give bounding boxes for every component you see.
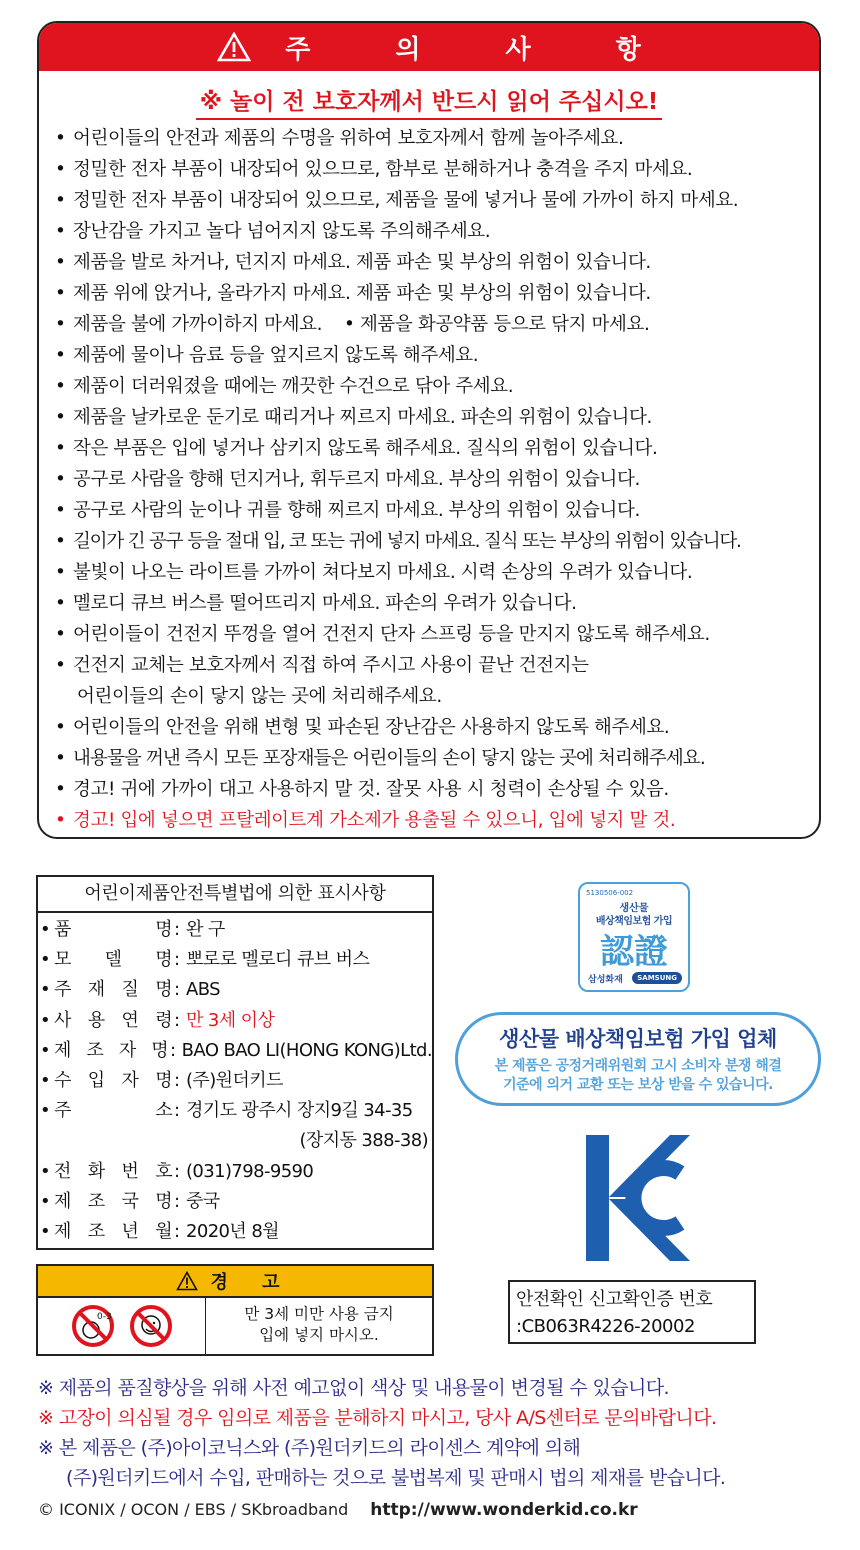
seal-hanja: 認證	[600, 932, 668, 972]
label-key-text	[54, 1187, 174, 1217]
label-key-char: 령	[155, 1009, 172, 1031]
bullet: •	[40, 1009, 51, 1031]
list-item: • 제품을 날카로운 둔기로 때리거나 찌르지 마세요. 파손의 위험이 있습니다.	[55, 402, 819, 433]
label-key	[38, 945, 174, 975]
bullet: •	[40, 1100, 51, 1122]
warning-triangle-icon	[217, 32, 251, 62]
insurance-badge	[455, 1012, 821, 1106]
warning-triangle-icon	[176, 1271, 198, 1291]
footer-copyright-row	[38, 1495, 828, 1525]
label-title: 어린이제품안전특별법에 의한 표시사항	[38, 877, 432, 913]
label-key-char: 월	[155, 1221, 172, 1243]
bullet: •	[40, 1221, 51, 1243]
label-key	[38, 1066, 174, 1096]
list-item: • 내용물을 꺼낸 즉시 모든 포장재들은 어린이들의 손이 닿지 않는 곳에 처리해주세요.	[55, 743, 819, 774]
label-key	[38, 915, 174, 945]
address-continuation: (장지동 388-38)	[299, 1130, 428, 1152]
label-key-text	[54, 945, 174, 975]
label-colon: :	[174, 1221, 180, 1243]
label-key	[38, 1157, 174, 1187]
seal-line-2: 배상책임보험 가입	[595, 916, 673, 927]
insurance-line-1: 본 제품은 공정거래위원회 고시 소비자 분쟁 해결	[494, 1058, 782, 1074]
warning-body	[38, 1298, 432, 1354]
label-key-char: 호	[155, 1160, 172, 1182]
seal-code: 5130506-002	[586, 889, 634, 897]
website-link[interactable]: http://www.wonderkid.co.kr	[370, 1500, 638, 1520]
list-item: • 제품 위에 앉거나, 올라가지 마세요. 제품 파손 및 부상의 위험이 있습니다.	[55, 278, 819, 309]
label-key-text	[54, 1066, 174, 1096]
label-key-char: 자	[118, 1039, 136, 1061]
label-key-char: 조	[86, 1039, 104, 1061]
label-key	[38, 1036, 170, 1066]
label-rows	[38, 913, 432, 1247]
insurance-heading: 생산물 배상책임보험 가입 업체	[499, 1027, 777, 1051]
label-colon: :	[174, 1190, 180, 1212]
caution-header	[39, 23, 819, 71]
label-key-char: 명	[155, 919, 172, 940]
label-key-char: 제	[54, 1039, 71, 1061]
label-key-char: 명	[155, 1190, 172, 1212]
label-key	[38, 1006, 174, 1036]
final-warning-item: • 경고! 입에 넣으면 프탈레이트계 가소제가 용출될 수 있으니, 입에 넣지 말 것.	[55, 805, 819, 836]
seal-brand: SAMSUNG	[632, 972, 682, 984]
warning-header	[38, 1266, 432, 1298]
label-value: 만 3세 이상	[186, 1009, 275, 1031]
caution-subtitle: ※ 놀이 전 보호자께서 반드시 읽어 주십시오!	[196, 89, 663, 120]
label-key-char: 소	[155, 1100, 172, 1122]
caution-subtitle-wrap	[39, 83, 819, 123]
label-colon: :	[170, 1039, 176, 1061]
kc-label: 안전확인 신고확인증 번호	[516, 1289, 713, 1310]
footer	[38, 1373, 828, 1525]
copyright-text: © ICONIX / OCON / EBS / SKbroadband	[38, 1500, 349, 1519]
footer-note-2: ※ 고장이 의심될 경우 임의로 제품을 분해하지 마시고, 당사 A/S센터로 문의바랍니다.	[38, 1407, 717, 1429]
label-key-char: 주	[54, 1100, 71, 1122]
caution-box	[37, 21, 821, 839]
label-value: (031)798-9590	[186, 1160, 314, 1182]
label-row	[38, 915, 432, 945]
caution-title: 주 의 사 항	[285, 34, 679, 65]
label-key-char: 자	[121, 1070, 139, 1092]
label-value: 경기도 광주시 장지9길 34-35	[186, 1100, 413, 1122]
label-colon: :	[174, 979, 180, 1001]
label-key-char: 조	[87, 1221, 105, 1243]
label-key-char: 제	[54, 1221, 71, 1243]
label-key-char: 년	[121, 1221, 139, 1243]
list-item: • 멜로디 큐브 버스를 떨어뜨리지 마세요. 파손의 우려가 있습니다.	[55, 588, 819, 619]
label-row	[38, 1187, 432, 1217]
kc-mark-icon	[584, 1133, 692, 1263]
bullet: •	[40, 1039, 51, 1061]
label-value: ABS	[186, 979, 220, 1001]
label-key-char: 입	[87, 1070, 105, 1092]
bullet: •	[40, 949, 51, 971]
label-key-text	[54, 975, 174, 1005]
label-value: 완 구	[186, 919, 225, 940]
label-key-char: 조	[87, 1190, 105, 1212]
age-restriction-icon	[71, 1304, 115, 1348]
insurance-seal	[578, 882, 690, 992]
label-colon: :	[174, 919, 180, 940]
label-key-char: 수	[54, 1070, 71, 1092]
label-colon: :	[174, 1100, 180, 1122]
label-key-char: 질	[121, 979, 139, 1001]
insurance-line-2: 기준에 의거 교환 또는 보상 받을 수 있습니다.	[503, 1077, 773, 1093]
label-value: BAO BAO LI(HONG KONG)Ltd.	[181, 1039, 432, 1061]
list-item: • 어린이들이 건전지 뚜껑을 열어 건전지 단자 스프링 등을 만지지 않도록 해주세요.	[55, 619, 819, 650]
warning-icons	[38, 1298, 206, 1354]
label-key-char: 품	[54, 919, 71, 940]
label-key	[38, 1187, 174, 1217]
warning-line-1: 만 3세 미만 사용 금지	[244, 1305, 394, 1323]
product-label-table	[36, 875, 434, 1250]
list-item: • 어린이들의 안전을 위해 변형 및 파손된 장난감은 사용하지 않도록 해주세요.	[55, 712, 819, 743]
label-value: 2020년 8월	[186, 1221, 279, 1243]
label-key-char: 재	[87, 979, 105, 1001]
label-row	[38, 1157, 432, 1187]
bullet: •	[40, 1190, 51, 1212]
bullet: •	[40, 979, 51, 1001]
label-row	[38, 975, 432, 1005]
label-key-text	[54, 1036, 170, 1066]
label-key-char: 모	[54, 949, 71, 971]
warning-box	[36, 1264, 434, 1356]
label-key	[38, 1217, 174, 1247]
bullet: •	[40, 1070, 51, 1092]
label-key-char: 델	[104, 949, 122, 971]
label-colon: :	[174, 949, 180, 971]
label-key-text	[54, 1217, 174, 1247]
bullet: •	[40, 919, 51, 940]
label-key-text	[54, 1096, 174, 1126]
label-value: (주)원더키드	[186, 1070, 283, 1092]
list-item: • 어린이들의 안전과 제품의 수명을 위하여 보호자께서 함께 놀아주세요.	[55, 123, 819, 154]
list-item: • 제품에 물이나 음료 등을 엎지르지 않도록 해주세요.	[55, 340, 819, 371]
label-key-char: 번	[121, 1160, 139, 1182]
caution-list	[39, 123, 819, 836]
label-key-char: 국	[121, 1190, 139, 1212]
label-key-char: 용	[87, 1009, 105, 1031]
kc-number: :CB063R4226-20002	[516, 1316, 695, 1337]
label-key-char: 명	[155, 979, 172, 1001]
label-row	[38, 1096, 432, 1126]
label-row	[38, 1066, 432, 1096]
warning-text	[206, 1298, 432, 1354]
list-item: • 공구로 사람의 눈이나 귀를 향해 찌르지 마세요. 부상의 위험이 있습니다.	[55, 495, 819, 526]
list-item: • 길이가 긴 공구 등을 절대 입, 코 또는 귀에 넣지 마세요. 질식 또는 부상의 위험이 있습니다.	[55, 526, 819, 557]
label-key-char: 명	[151, 1039, 169, 1061]
label-key-char: 제	[54, 1190, 71, 1212]
age-icon-label: 0-3	[96, 1312, 112, 1322]
label-key-char: 화	[87, 1160, 105, 1182]
label-row	[38, 1036, 432, 1066]
list-item: • 제품이 더러워졌을 때에는 깨끗한 수건으로 닦아 주세요.	[55, 371, 819, 402]
list-item: • 정밀한 전자 부품이 내장되어 있으므로, 제품을 물에 넣거나 물에 가까이 하지 마세요.	[55, 185, 819, 216]
warning-line-2: 입에 넣지 마시오.	[259, 1326, 379, 1344]
label-colon: :	[174, 1160, 180, 1182]
label-key	[38, 975, 174, 1005]
label-row	[38, 1217, 432, 1247]
label-colon: :	[174, 1070, 180, 1092]
label-key-char: 연	[121, 1009, 139, 1031]
label-key-char: 명	[155, 1070, 172, 1092]
seal-insurer: 삼성화재	[588, 975, 623, 985]
list-item: • 장난감을 가지고 놀다 넘어지지 않도록 주의해주세요.	[55, 216, 819, 247]
battery-list-item	[55, 650, 819, 712]
list-item: • 제품을 발로 차거나, 던지지 마세요. 제품 파손 및 부상의 위험이 있습니다.	[55, 247, 819, 278]
list-item: • 공구로 사람을 향해 던지거나, 휘두르지 마세요. 부상의 위험이 있습니다.	[55, 464, 819, 495]
footer-note-3b: (주)원더키드에서 수입, 판매하는 것으로 불법복제 및 판매시 법의 제재를 받습니다.	[66, 1467, 726, 1489]
kc-certificate-box	[508, 1280, 756, 1344]
label-row-continuation	[38, 1126, 432, 1156]
label-value: 중국	[186, 1190, 220, 1212]
list-item: • 제품을 불에 가까이하지 마세요. • 제품을 화공약품 등으로 닦지 마세요.	[55, 309, 819, 340]
warning-title: 경 고	[210, 1272, 294, 1293]
footer-note-1: ※ 제품의 품질향상을 위해 사전 예고없이 색상 및 내용물이 변경될 수 있습니다.	[38, 1377, 669, 1399]
label-key-char: 주	[54, 979, 71, 1001]
battery-line-1: 건전지 교체는 보호자께서 직접 하여 주시고 사용이 끝난 건전지는	[73, 655, 589, 676]
list-item: • 정밀한 전자 부품이 내장되어 있으므로, 함부로 분해하거나 충격을 주지 마세요.	[55, 154, 819, 185]
footer-note-3a: ※ 본 제품은 (주)아이코닉스와 (주)원더키드의 라이센스 계약에 의해	[38, 1437, 581, 1459]
label-key-text	[54, 915, 174, 945]
label-key	[38, 1096, 174, 1126]
bullet: •	[40, 1160, 51, 1182]
no-mouth-icon	[129, 1304, 173, 1348]
list-item: • 불빛이 나오는 라이트를 가까이 쳐다보지 마세요. 시력 손상의 우려가 있습니다.	[55, 557, 819, 588]
label-row	[38, 945, 432, 975]
list-item: • 작은 부품은 입에 넣거나 삼키지 않도록 해주세요. 질식의 위험이 있습니다.	[55, 433, 819, 464]
label-row	[38, 1006, 432, 1036]
label-colon: :	[174, 1009, 180, 1031]
label-key-text	[54, 1006, 174, 1036]
label-key-char: 전	[54, 1160, 71, 1182]
label-value: 뽀로로 멜로디 큐브 버스	[186, 949, 370, 971]
label-key-char: 명	[155, 949, 172, 971]
label-key-text	[54, 1157, 174, 1187]
list-item: • 경고! 귀에 가까이 대고 사용하지 말 것. 잘못 사용 시 청력이 손상될 수 있음.	[55, 774, 819, 805]
label-key-char: 사	[54, 1009, 71, 1031]
battery-line-2: 어린이들의 손이 닿지 않는 곳에 처리해주세요.	[77, 686, 442, 707]
seal-line-1: 생산물	[619, 903, 649, 914]
